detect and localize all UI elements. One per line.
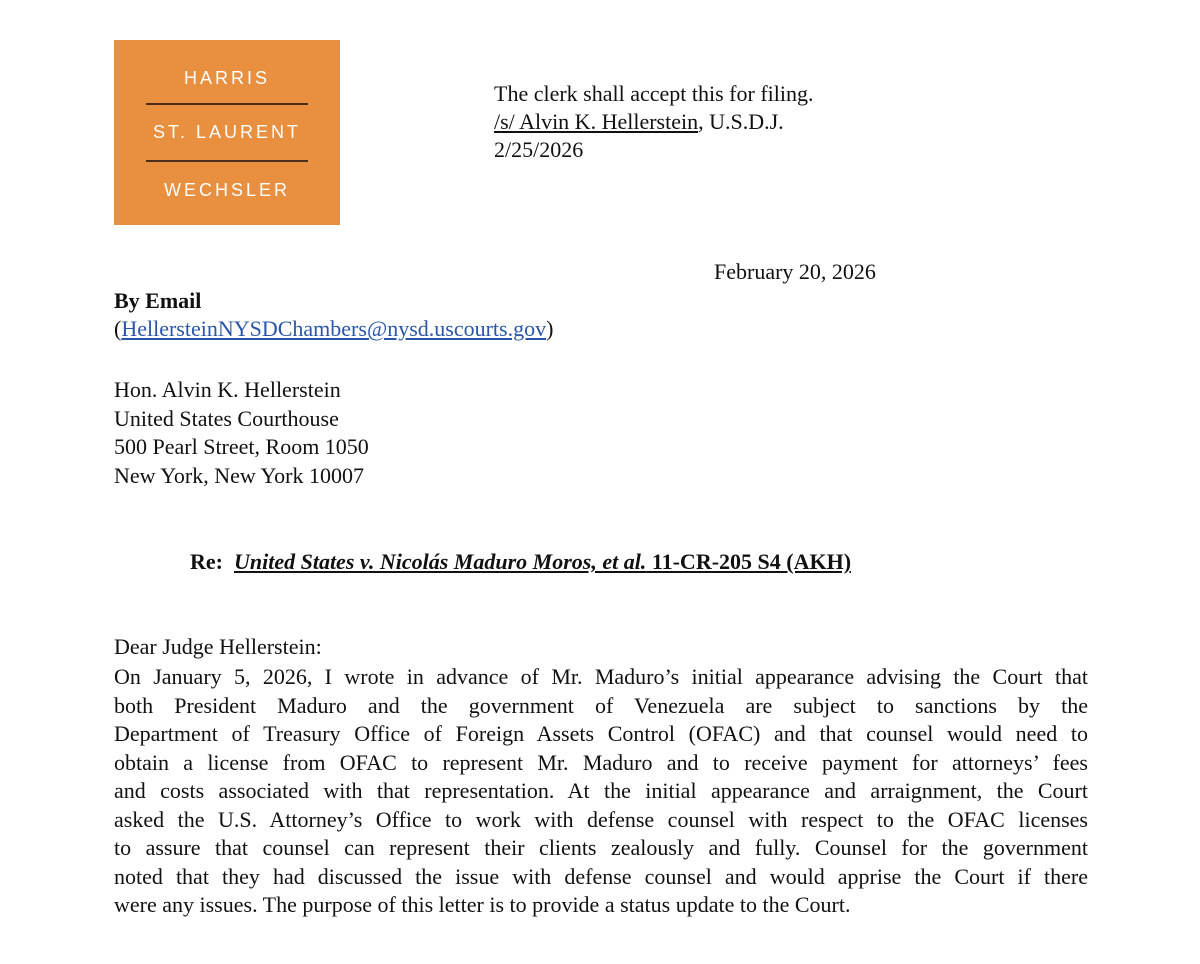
body-line: On January 5, 2026, I wrote in advance of Mr. Maduro’s initial appearance advising the Court that bbox=[114, 664, 1088, 689]
body-line: both President Maduro and the government of Venezuela are subject to sanctions by the bbox=[114, 692, 1088, 718]
judge-signature: /s/ Alvin K. Hellerstein bbox=[494, 109, 699, 134]
court-endorsement bbox=[494, 80, 814, 164]
case-number: 11-CR-205 S4 (AKH) bbox=[646, 549, 852, 574]
endorsement-date: 2/25/2026 bbox=[494, 137, 584, 162]
letter-body-paragraph bbox=[114, 663, 1088, 920]
judge-title: , U.S.D.J. bbox=[698, 109, 784, 134]
firm-logo bbox=[114, 40, 340, 225]
logo-line-st-laurent: ST. LAURENT bbox=[152, 122, 302, 142]
endorsement-signature-line bbox=[494, 108, 814, 136]
re-label: Re: bbox=[190, 549, 223, 574]
logo-divider-1 bbox=[146, 103, 308, 105]
body-line: were any issues. The purpose of this letter is to provide a status update to the Court. bbox=[114, 892, 851, 917]
recipient-street: 500 Pearl Street, Room 1050 bbox=[114, 434, 369, 459]
logo-line-harris: HARRIS bbox=[183, 68, 270, 88]
letter-date: February 20, 2026 bbox=[714, 259, 876, 284]
body-line: obtain a license from OFAC to represent Mr. Maduro and to receive payment for attorneys’ fees bbox=[114, 749, 1088, 775]
recipient-building: United States Courthouse bbox=[114, 405, 339, 431]
email-close-paren: ) bbox=[546, 316, 554, 341]
chambers-email-link[interactable]: HellersteinNYSDChambers@nysd.uscourts.gov bbox=[121, 316, 547, 341]
delivery-method: By Email bbox=[114, 288, 202, 313]
logo-divider-2 bbox=[146, 160, 308, 162]
body-line: and costs associated with that representation. At the initial appearance and arraignment, the Court bbox=[114, 778, 1088, 803]
body-line: to assure that counsel can represent their clients zealously and fully. Counsel for the government bbox=[114, 835, 1088, 860]
email-open-paren: ( bbox=[114, 316, 122, 341]
salutation: Dear Judge Hellerstein: bbox=[114, 634, 322, 659]
endorsement-text: The clerk shall accept this for filing. bbox=[494, 81, 814, 106]
case-name: United States v. Nicolás Maduro Moros, et al. bbox=[233, 549, 647, 574]
body-line: noted that they had discussed the issue with defense counsel and would apprise the Court if there bbox=[114, 863, 1088, 889]
email-line bbox=[114, 315, 553, 343]
recipient-name: Hon. Alvin K. Hellerstein bbox=[114, 377, 341, 402]
delivery-block bbox=[114, 287, 553, 343]
logo-line-wechsler: WECHSLER bbox=[163, 180, 290, 200]
case-caption bbox=[234, 549, 851, 574]
body-line: asked the U.S. Attorney’s Office to work with defense counsel with respect to the OFAC licenses bbox=[114, 806, 1088, 832]
recipient-city: New York, New York 10007 bbox=[114, 462, 364, 488]
recipient-address bbox=[114, 376, 369, 490]
body-line: Department of Treasury Office of Foreign Assets Control (OFAC) and that counsel would need to bbox=[114, 721, 1088, 746]
re-line bbox=[190, 548, 851, 576]
